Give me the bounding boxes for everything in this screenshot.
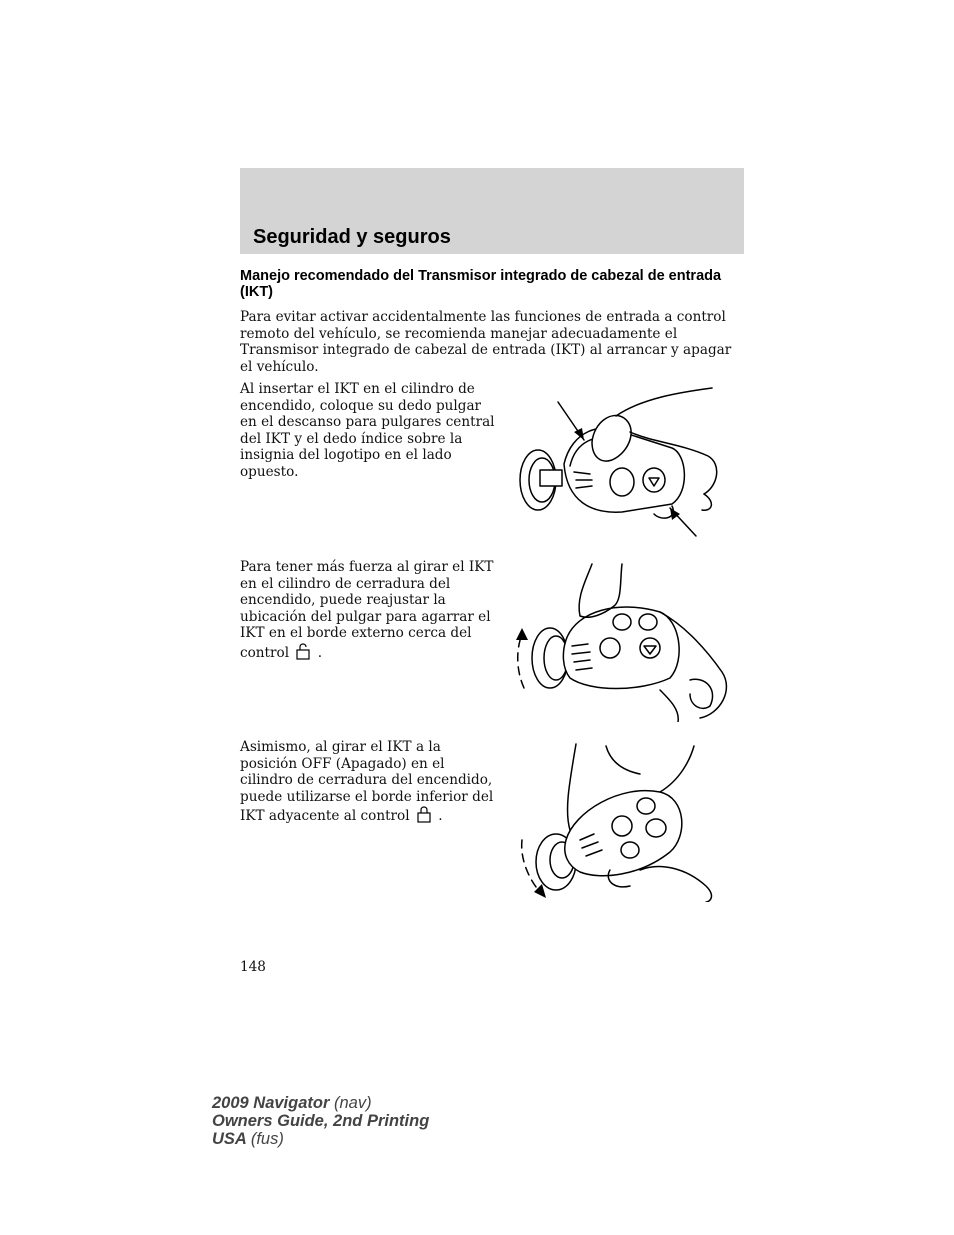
footer-model-code: (nav)	[334, 1094, 372, 1112]
footer-line-2: Owners Guide, 2nd Printing	[212, 1112, 430, 1130]
paragraph-more-force-text: Para tener más fuerza al girar el IKT en el cilindro de cerradura del encendido, puede reajustar la ubicación del pulgar para agarrar el IKT en el borde externo cerca del control	[240, 559, 494, 661]
paragraph-off-position-end: .	[438, 808, 443, 824]
unlock-icon	[295, 642, 311, 660]
illustration-insert-key	[512, 382, 744, 540]
lock-icon	[416, 805, 432, 823]
paragraph-insert-ikt: Al insertar el IKT en el cilindro de encendido, coloque su dedo pulgar en el descanso para pulgares central del IKT y el dedo índice sobre la insignia del logotipo en el lado opuesto.	[240, 381, 495, 480]
footer-document-info	[212, 1094, 429, 1148]
paragraph-off-position	[240, 739, 495, 825]
paragraph-off-position-text: Asimismo, al girar el IKT a la posición OFF (Apagado) en el cilindro de cerradura del encendido, puede utilizarse el borde inferior del IKT adyacente al control	[240, 739, 494, 824]
page-number: 148	[240, 959, 266, 975]
section-title: Seguridad y seguros	[253, 226, 451, 248]
paragraph-more-force	[240, 559, 495, 661]
illustration-rotate-on	[510, 560, 742, 722]
footer-line-3	[212, 1130, 429, 1148]
intro-paragraph: Para evitar activar accidentalmente las funciones de entrada a control remoto del vehículo, se recomienda manejar adecuadamente el Transmisor integrado de cabezal de entrada (IKT) al arrancar y apagar el vehículo.	[240, 309, 732, 375]
footer-market-code: (fus)	[250, 1130, 284, 1148]
footer-model: 2009 Navigator	[212, 1094, 330, 1112]
paragraph-more-force-end: .	[317, 644, 323, 661]
footer-market: USA	[212, 1130, 247, 1148]
footer-line-1	[212, 1094, 429, 1112]
subheading: Manejo recomendado del Transmisor integrado de cabezal de entrada (IKT)	[240, 268, 722, 300]
illustration-rotate-off	[510, 740, 742, 902]
